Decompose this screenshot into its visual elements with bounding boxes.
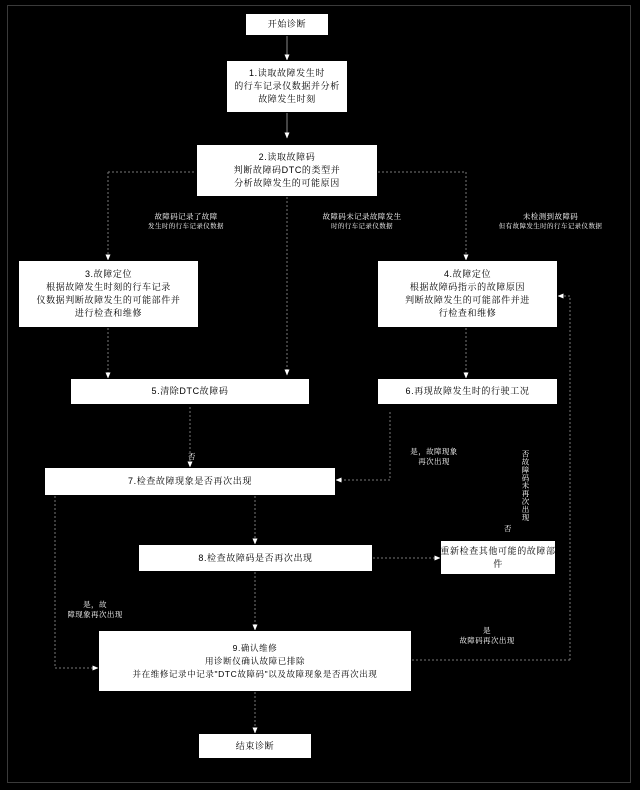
node-2-line-2: 分析故障发生的可能原因 [234, 178, 340, 188]
node-1-line-0: 1.读取故障发生时 [249, 68, 325, 78]
edge-label-node7-no-line-0: 否 [188, 452, 196, 461]
node-5-clear-dtc [70, 378, 310, 405]
edge-label-right-loop [444, 626, 530, 646]
node-10-line-0: 重新检查其他可能的故障部 [440, 545, 556, 556]
node-3-line-2: 仪数据判断故障发生的可能部件并 [36, 295, 181, 305]
edge-label-branch-left-line-0: 故障码记录了故障 [154, 212, 218, 221]
node-3-line-1: 根据故障发生时刻的行车记录 [46, 282, 171, 292]
edge-label-branch-right-line-1: 但有故障发生时的行车记录仪数据 [498, 223, 603, 230]
node-9-line-0: 9.确认维修 [232, 642, 278, 653]
edge-label-branch-left-line-1: 发生时的行车记录仪数据 [148, 223, 224, 230]
edge-label-node8-no [498, 524, 518, 534]
node-3-fault-locate-recorder [18, 260, 199, 328]
node-6-line-0: 6.再现故障发生时的行驶工况 [405, 386, 530, 396]
edge-label-right-loop-line-1: 故障码再次出现 [459, 636, 515, 645]
edge-label-branch-left [116, 212, 256, 231]
node-3-line-0: 3.故障定位 [84, 269, 133, 279]
node-end [198, 733, 312, 759]
edge-label-left-loop [55, 600, 135, 620]
node-4-line-2: 判断故障发生的可能部件并进 [405, 295, 530, 305]
node-2-line-1: 判断故障码DTC的类型并 [233, 165, 341, 175]
node-10-line-1: 件 [493, 558, 503, 569]
node-4-line-0: 4.故障定位 [443, 269, 492, 279]
node-3-line-3: 进行检查和维修 [74, 308, 143, 318]
node-start-line-0: 开始诊断 [267, 19, 307, 29]
node-8-line-0: 8.检查故障码是否再次出现 [198, 552, 313, 563]
edge-label-node8-no-line-0: 否 [504, 524, 512, 533]
node-end-line-0: 结束诊断 [235, 740, 275, 751]
node-8-check-dtc-again [138, 544, 373, 572]
edge-label-branch-mid-line-1: 时的行车记录仪数据 [330, 223, 394, 230]
edge-label-vertical-right-text: 否故障码未再次出现 [521, 450, 530, 522]
edge-label-node7-yes-back-line-1: 再次出现 [418, 457, 450, 466]
edge-label-node7-yes-back [396, 447, 472, 467]
node-9-line-1: 用诊断仪确认故障已排除 [204, 655, 306, 666]
node-5-line-0: 5.清除DTC故障码 [151, 386, 229, 396]
edge-label-branch-right [468, 212, 633, 231]
node-6-reproduce-condition [377, 378, 558, 405]
node-2-line-0: 2.读取故障码 [258, 152, 316, 162]
node-1-read-recorder [226, 60, 348, 113]
node-4-fault-locate-dtc [377, 260, 558, 328]
node-9-confirm-repair [98, 630, 412, 692]
node-7-check-symptom [44, 467, 336, 496]
node-2-read-dtc [196, 144, 378, 197]
edge-label-branch-mid [292, 212, 432, 231]
node-1-line-2: 故障发生时刻 [258, 94, 316, 104]
edge-label-branch-right-line-0: 未检测到故障码 [522, 212, 579, 221]
edge-label-left-loop-line-0: 是，故 [83, 600, 107, 609]
node-7-line-0: 7.检查故障现象是否再次出现 [128, 476, 252, 486]
node-4-line-1: 根据故障码指示的故障原因 [409, 282, 526, 292]
edge-label-node7-no [182, 452, 202, 462]
node-start [245, 13, 329, 36]
edge-label-node7-yes-back-line-0: 是，故障现象 [410, 447, 458, 456]
edge-label-right-loop-line-0: 是 [483, 626, 491, 635]
node-1-line-1: 的行车记录仪数据并分析 [234, 81, 340, 91]
node-4-line-3: 行检查和维修 [438, 308, 497, 318]
edge-label-vertical-right [520, 450, 531, 522]
edge-label-left-loop-line-1: 障现象再次出现 [67, 610, 123, 619]
edge-label-branch-mid-line-0: 故障码未记录故障发生 [322, 212, 402, 221]
node-9-line-2: 并在维修记录中记录"DTC故障码"以及故障现象是否再次出现 [132, 668, 378, 679]
node-10-recheck-other-parts [440, 540, 556, 575]
